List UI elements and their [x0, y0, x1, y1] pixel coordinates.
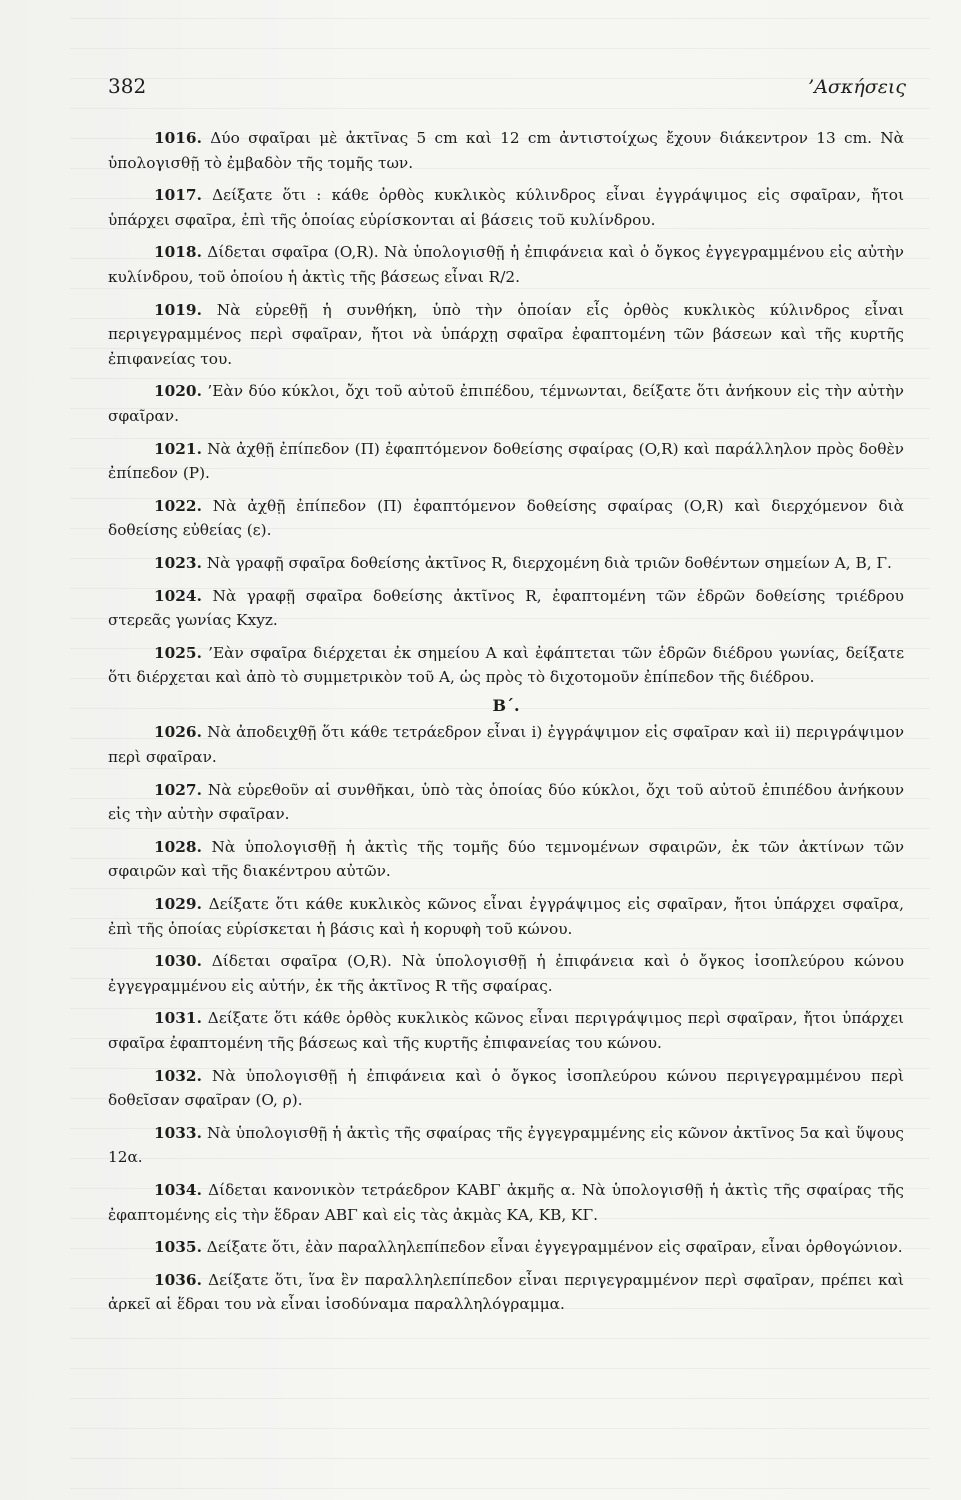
- exercise-text: Νὰ εὑρεθῇ ἡ συνθήκη, ὑπὸ τὴν ὁποίαν εἷς ὀρθὸς κυκλικὸς κύλινδρος εἶναι περιγεγραμμένος περὶ σφαῖραν, ἤτοι νὰ ὑπάρχῃ σφαῖρα ἐφαπτομένη τῶν βάσεων καὶ τῆς κυρτῆς ἐπιφανείας του.: [108, 300, 904, 368]
- exercise-item: [108, 1006, 904, 1055]
- exercise-text: ’Εὰν σφαῖρα διέρχεται ἐκ σημείου A καὶ ἐφάπτεται τῶν ἑδρῶν διέδρου γωνίας, δείξατε ὅτι διέρχεται καὶ ἀπὸ τὸ συμμετρικὸν τοῦ A, ὡς πρὸς τὸ διχοτομοῦν ἐπίπεδον τῆς διέδρου.: [108, 643, 904, 687]
- exercise-text: Δείξατε ὅτι : κάθε ὀρθὸς κυκλικὸς κύλινδρος εἶναι ἐγγράψιμος εἰς σφαῖραν, ἤτοι ὑπάρχει σφαῖρα, ἐπὶ τῆς ὁποίας εὑρίσκονται αἱ βάσεις τοῦ κυλίνδρου.: [108, 186, 904, 229]
- exercise-item: [108, 1121, 904, 1170]
- exercise-text: Νὰ γραφῇ σφαῖρα δοθείσης ἀκτῖνος R, διερχομένη διὰ τριῶν δοθέντων σημείων A, B, Γ.: [206, 553, 892, 572]
- exercise-text: Δείξατε ὅτι, ἵνα ἓν παραλληλεπίπεδον εἶναι περιγεγραμμένον περὶ σφαῖραν, πρέπει καὶ ἀρκεῖ αἱ ἕδραι του νὰ εἶναι ἰσοδύναμα παραλληλόγραμμα.: [108, 1270, 905, 1314]
- exercise-item: [108, 892, 904, 941]
- exercise-number: 1032.: [154, 1066, 202, 1085]
- exercise-item: [108, 1235, 904, 1260]
- exercise-item: [108, 1178, 904, 1227]
- exercise-text: ’Εὰν δύο κύκλοι, ὄχι τοῦ αὐτοῦ ἐπιπέδου, τέμνωνται, δείξατε ὅτι ἀνήκουν εἰς τὴν αὐτὴν σφαῖραν.: [108, 382, 904, 425]
- running-title: ’Ασκήσεις: [808, 76, 906, 98]
- page-header: [108, 74, 906, 106]
- exercise-item: [108, 1268, 904, 1317]
- exercise-number: 1025.: [154, 643, 202, 662]
- exercise-text: Νὰ ἀχθῇ ἐπίπεδον (Π) ἐφαπτόμενον δοθείσης σφαίρας (O,R) καὶ παράλληλον πρὸς δοθὲν ἐπίπεδον (P).: [108, 439, 904, 483]
- exercise-number: 1030.: [154, 952, 202, 971]
- exercise-item: [108, 298, 904, 372]
- exercise-item: [108, 778, 904, 827]
- exercise-number: 1020.: [154, 382, 202, 401]
- exercise-text: Δείξατε ὅτι, ἐὰν παραλληλεπίπεδον εἶναι ἐγγεγραμμένον εἰς σφαῖραν, εἶναι ὀρθογώνιον.: [206, 1238, 903, 1257]
- exercise-number: 1031.: [154, 1009, 202, 1028]
- exercise-item: [108, 183, 904, 232]
- exercise-number: 1033.: [154, 1123, 202, 1142]
- exercise-number: 1034.: [154, 1180, 202, 1199]
- exercise-number: 1017.: [154, 186, 202, 205]
- exercise-number: 1023.: [154, 553, 202, 572]
- exercise-number: 1029.: [154, 895, 202, 914]
- exercise-number: 1024.: [154, 586, 202, 605]
- exercise-text: Δύο σφαῖραι μὲ ἀκτῖνας 5 cm καὶ 12 cm ἀντιστοίχως ἔχουν διάκεντρον 13 cm. Νὰ ὑπολογισθῇ τὸ ἐμβαδὸν τῆς τομῆς των.: [108, 129, 904, 172]
- exercise-number: 1018.: [154, 243, 202, 262]
- exercise-item: [108, 240, 904, 289]
- exercise-item: [108, 1064, 904, 1113]
- exercise-text: Δίδεται σφαῖρα (O,R). Νὰ ὑπολογισθῇ ἡ ἐπιφάνεια καὶ ὁ ὄγκος ἰσοπλεύρου κώνου ἐγγεγραμμένου εἰς αὐτήν, ἐκ τῆς ἀκτῖνος R τῆς σφαίρας.: [108, 952, 904, 995]
- exercise-text: Νὰ εὑρεθοῦν αἱ συνθῆκαι, ὑπὸ τὰς ὁποίας δύο κύκλοι, ὄχι τοῦ αὐτοῦ ἐπιπέδου ἀνήκουν εἰς τὴν αὐτὴν σφαῖραν.: [108, 780, 905, 824]
- page-number: 382: [108, 74, 147, 98]
- exercise-item: [108, 126, 904, 175]
- exercise-text: Νὰ ὑπολογισθῇ ἡ ἀκτὶς τῆς τομῆς δύο τεμνομένων σφαιρῶν, ἐκ τῶν ἀκτίνων τῶν σφαιρῶν καὶ τῆς διακέντρου αὐτῶν.: [108, 837, 904, 881]
- exercise-list: [108, 126, 904, 1317]
- exercise-number: 1027.: [154, 780, 202, 799]
- exercise-item: [108, 641, 904, 690]
- exercise-number: 1022.: [154, 496, 202, 515]
- exercise-item: [108, 437, 904, 486]
- exercise-text: Νὰ γραφῇ σφαῖρα δοθείσης ἀκτῖνος R, ἐφαπτομένη τῶν ἑδρῶν δοθείσης τριέδρου στερεᾶς γωνίας Kxyz.: [108, 586, 904, 630]
- exercise-number: 1036.: [154, 1270, 202, 1289]
- exercise-item: [108, 551, 904, 576]
- exercise-number: 1016.: [154, 129, 202, 147]
- exercise-number: 1021.: [154, 439, 202, 458]
- exercise-group-a: [108, 126, 904, 690]
- exercise-item: [108, 379, 904, 428]
- exercise-number: 1026.: [154, 723, 202, 742]
- exercise-text: Δείξατε ὅτι κάθε ὀρθὸς κυκλικὸς κῶνος εἶναι περιγράψιμος περὶ σφαῖραν, ἤτοι ὑπάρχει σφαῖρα ἐφαπτομένη τῆς βάσεως καὶ τῆς κυρτῆς ἐπιφανείας του κώνου.: [108, 1009, 904, 1052]
- exercise-text: Νὰ ἀχθῇ ἐπίπεδον (Π) ἐφαπτόμενον δοθείσης σφαίρας (O,R) καὶ διερχόμενον διὰ δοθείσης εὐθείας (ε).: [108, 496, 904, 540]
- exercise-text: Νὰ ἀποδειχθῇ ὅτι κάθε τετράεδρον εἶναι i) ἐγγράψιμον εἰς σφαῖραν καὶ ii) περιγράψιμον περὶ σφαῖραν.: [108, 723, 904, 767]
- exercise-item: [108, 584, 904, 633]
- exercise-text: Δίδεται σφαῖρα (O,R). Νὰ ὑπολογισθῇ ἡ ἐπιφάνεια καὶ ὁ ὄγκος ἐγγεγραμμένου εἰς αὐτὴν κυλίνδρου, τοῦ ὁποίου ἡ ἀκτὶς τῆς βάσεως εἶναι R/2.: [108, 243, 904, 286]
- exercise-text: Δείξατε ὅτι κάθε κυκλικὸς κῶνος εἶναι ἐγγράψιμος εἰς σφαῖραν, ἤτοι ὑπάρχει σφαῖρα, ἐπὶ τῆς ὁποίας εὑρίσκεται ἡ βάσις καὶ ἡ κορυφὴ τοῦ κώνου.: [108, 895, 904, 938]
- exercise-item: [108, 835, 904, 884]
- exercise-text: Δίδεται κανονικὸν τετράεδρον ΚΑΒΓ ἀκμῆς α. Νὰ ὑπολογισθῇ ἡ ἀκτὶς τῆς σφαίρας τῆς ἐφαπτομένης εἰς τὴν ἕδραν ΑΒΓ καὶ εἰς τὰς ἀκμὰς ΚΑ, ΚΒ, ΚΓ.: [108, 1180, 904, 1224]
- section-heading-b: B΄.: [492, 695, 520, 715]
- exercise-item: [108, 720, 904, 769]
- exercise-number: 1028.: [154, 837, 202, 856]
- exercise-number: 1019.: [154, 300, 202, 319]
- exercise-number: 1035.: [154, 1238, 202, 1257]
- exercise-item: [108, 494, 904, 543]
- exercise-text: Νὰ ὑπολογισθῇ ἡ ἀκτὶς τῆς σφαίρας τῆς ἐγγεγραμμένης εἰς κῶνον ἀκτῖνος 5α καὶ ὕψους 12α.: [108, 1123, 904, 1167]
- exercise-item: [108, 949, 904, 998]
- exercise-group-b: [108, 720, 904, 1316]
- exercise-text: Νὰ ὑπολογισθῇ ἡ ἐπιφάνεια καὶ ὁ ὄγκος ἰσοπλεύρου κώνου περιγεγραμμένου περὶ δοθεῖσαν σφαῖραν (O, ρ).: [108, 1066, 904, 1110]
